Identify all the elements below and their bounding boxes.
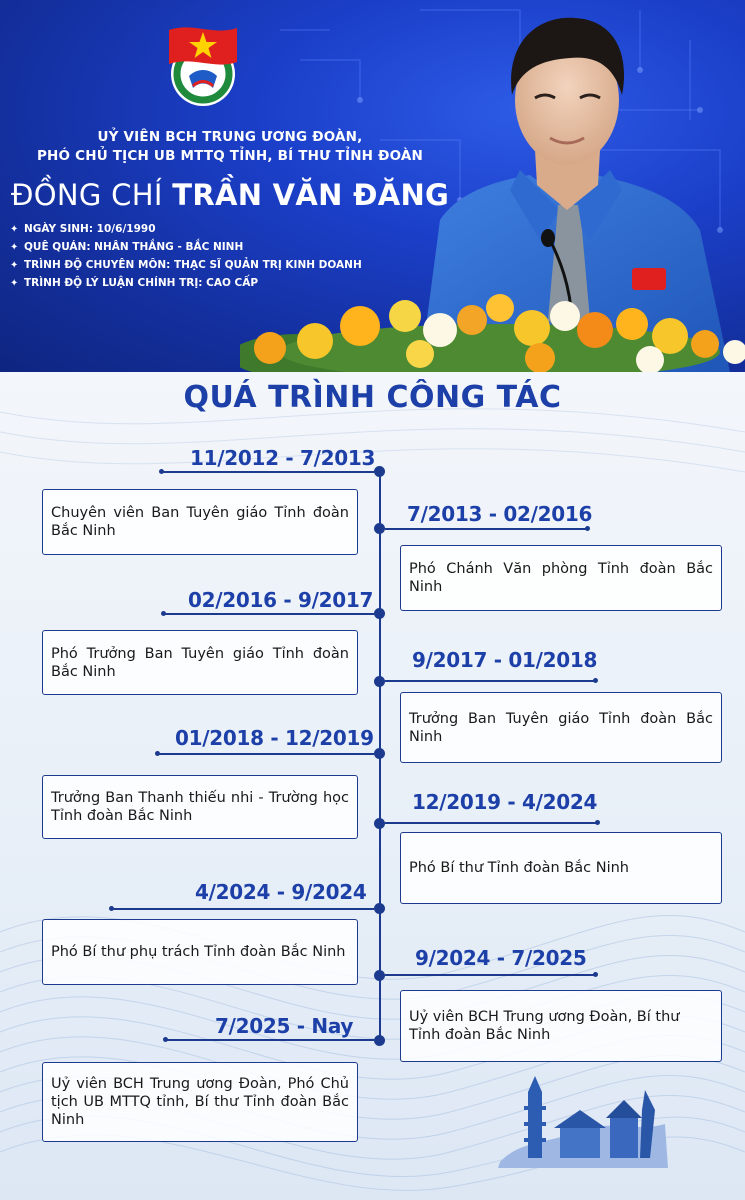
timeline-role: Trưởng Ban Thanh thiếu nhi - Trường học Tỉnh đoàn Bắc Ninh xyxy=(51,790,349,824)
connector-line xyxy=(385,680,595,682)
timeline-role-box xyxy=(42,919,358,985)
timeline-role-box xyxy=(400,545,722,611)
connector-line xyxy=(162,471,374,473)
timeline-node xyxy=(374,1035,385,1046)
header-title-line-1: UỶ VIÊN BCH TRUNG ƯƠNG ĐOÀN, xyxy=(97,129,363,145)
timeline-node xyxy=(374,970,385,981)
timeline-role: Phó Chánh Văn phòng Tỉnh đoàn Bắc Ninh xyxy=(409,561,713,595)
timeline-node xyxy=(374,466,385,477)
connector-line xyxy=(385,822,597,824)
name-prefix: ĐỒNG CHÍ xyxy=(11,178,163,212)
timeline-period: 9/2024 - 7/2025 xyxy=(415,946,587,970)
detail-political-theory: ✦ TRÌNH ĐỘ LÝ LUẬN CHÍNH TRỊ: CAO CẤP xyxy=(10,274,362,292)
timeline-period: 9/2017 - 01/2018 xyxy=(412,648,598,672)
timeline-period: 11/2012 - 7/2013 xyxy=(190,446,376,470)
connector-line xyxy=(158,753,374,755)
timeline-period: 01/2018 - 12/2019 xyxy=(175,726,374,750)
profile-details xyxy=(10,220,362,292)
timeline-node xyxy=(374,748,385,759)
timeline-node xyxy=(374,676,385,687)
timeline-role-box xyxy=(400,692,722,763)
flower-arrangement xyxy=(240,286,745,372)
timeline-role: Trưởng Ban Tuyên giáo Tỉnh đoàn Bắc Ninh xyxy=(409,710,713,745)
sparkle-icon: ✦ xyxy=(10,242,19,253)
timeline-role-box xyxy=(400,832,722,904)
profile-header xyxy=(0,0,745,372)
timeline-role: Phó Bí thư Tỉnh đoàn Bắc Ninh xyxy=(409,860,629,876)
timeline-node xyxy=(374,523,385,534)
name-main: TRẦN VĂN ĐĂNG xyxy=(172,178,450,212)
timeline-period: 02/2016 - 9/2017 xyxy=(188,588,374,612)
timeline-node xyxy=(374,608,385,619)
timeline-role: Phó Trưởng Ban Tuyên giáo Tỉnh đoàn Bắc Ninh xyxy=(51,645,349,680)
detail-birthdate: ✦ NGÀY SINH: 10/6/1990 xyxy=(10,220,362,238)
timeline-role-box xyxy=(42,630,358,695)
connector-line xyxy=(166,1039,374,1041)
connector-line xyxy=(164,613,374,615)
connector-line xyxy=(385,974,595,976)
timeline-role-box xyxy=(42,1062,358,1142)
detail-education: ✦ TRÌNH ĐỘ CHUYÊN MÔN: THẠC SĨ QUẢN TRỊ KINH DOANH xyxy=(10,256,362,274)
connector-line xyxy=(385,528,587,530)
timeline-period: 7/2013 - 02/2016 xyxy=(407,502,593,526)
timeline-role: Uỷ viên BCH Trung ương Đoàn, Bí thư Tỉnh đoàn Bắc Ninh xyxy=(409,1009,680,1043)
sparkle-icon: ✦ xyxy=(10,224,19,235)
timeline-role-box xyxy=(400,990,722,1062)
timeline-role-box xyxy=(42,775,358,839)
detail-hometown: ✦ QUÊ QUÁN: NHÂN THẮNG - BẮC NINH xyxy=(10,238,362,256)
timeline-node xyxy=(374,818,385,829)
timeline-period: 4/2024 - 9/2024 xyxy=(195,880,367,904)
timeline-role-box xyxy=(42,489,358,555)
person-name xyxy=(11,178,449,212)
timeline-period: 7/2025 - Nay xyxy=(215,1014,354,1038)
timeline-period: 12/2019 - 4/2024 xyxy=(412,790,598,814)
header-title-line-2: PHÓ CHỦ TỊCH UB MTTQ TỈNH, BÍ THƯ TỈNH ĐOÀN xyxy=(36,148,424,164)
timeline-role: Uỷ viên BCH Trung ương Đoàn, Phó Chủ tịch UB MTTQ tỉnh, Bí thư Tỉnh đoàn Bắc Ninh xyxy=(51,1076,349,1128)
timeline-role: Phó Bí thư phụ trách Tỉnh đoàn Bắc Ninh xyxy=(51,944,346,960)
timeline-role: Chuyên viên Ban Tuyên giáo Tỉnh đoàn Bắc Ninh xyxy=(51,505,349,539)
landmark-illustration xyxy=(490,1070,670,1170)
section-title: QUÁ TRÌNH CÔNG TÁC xyxy=(183,380,562,415)
timeline-node xyxy=(374,903,385,914)
connector-line xyxy=(112,908,374,910)
sparkle-icon: ✦ xyxy=(10,278,19,289)
youth-union-logo xyxy=(163,22,243,108)
sparkle-icon: ✦ xyxy=(10,260,19,271)
